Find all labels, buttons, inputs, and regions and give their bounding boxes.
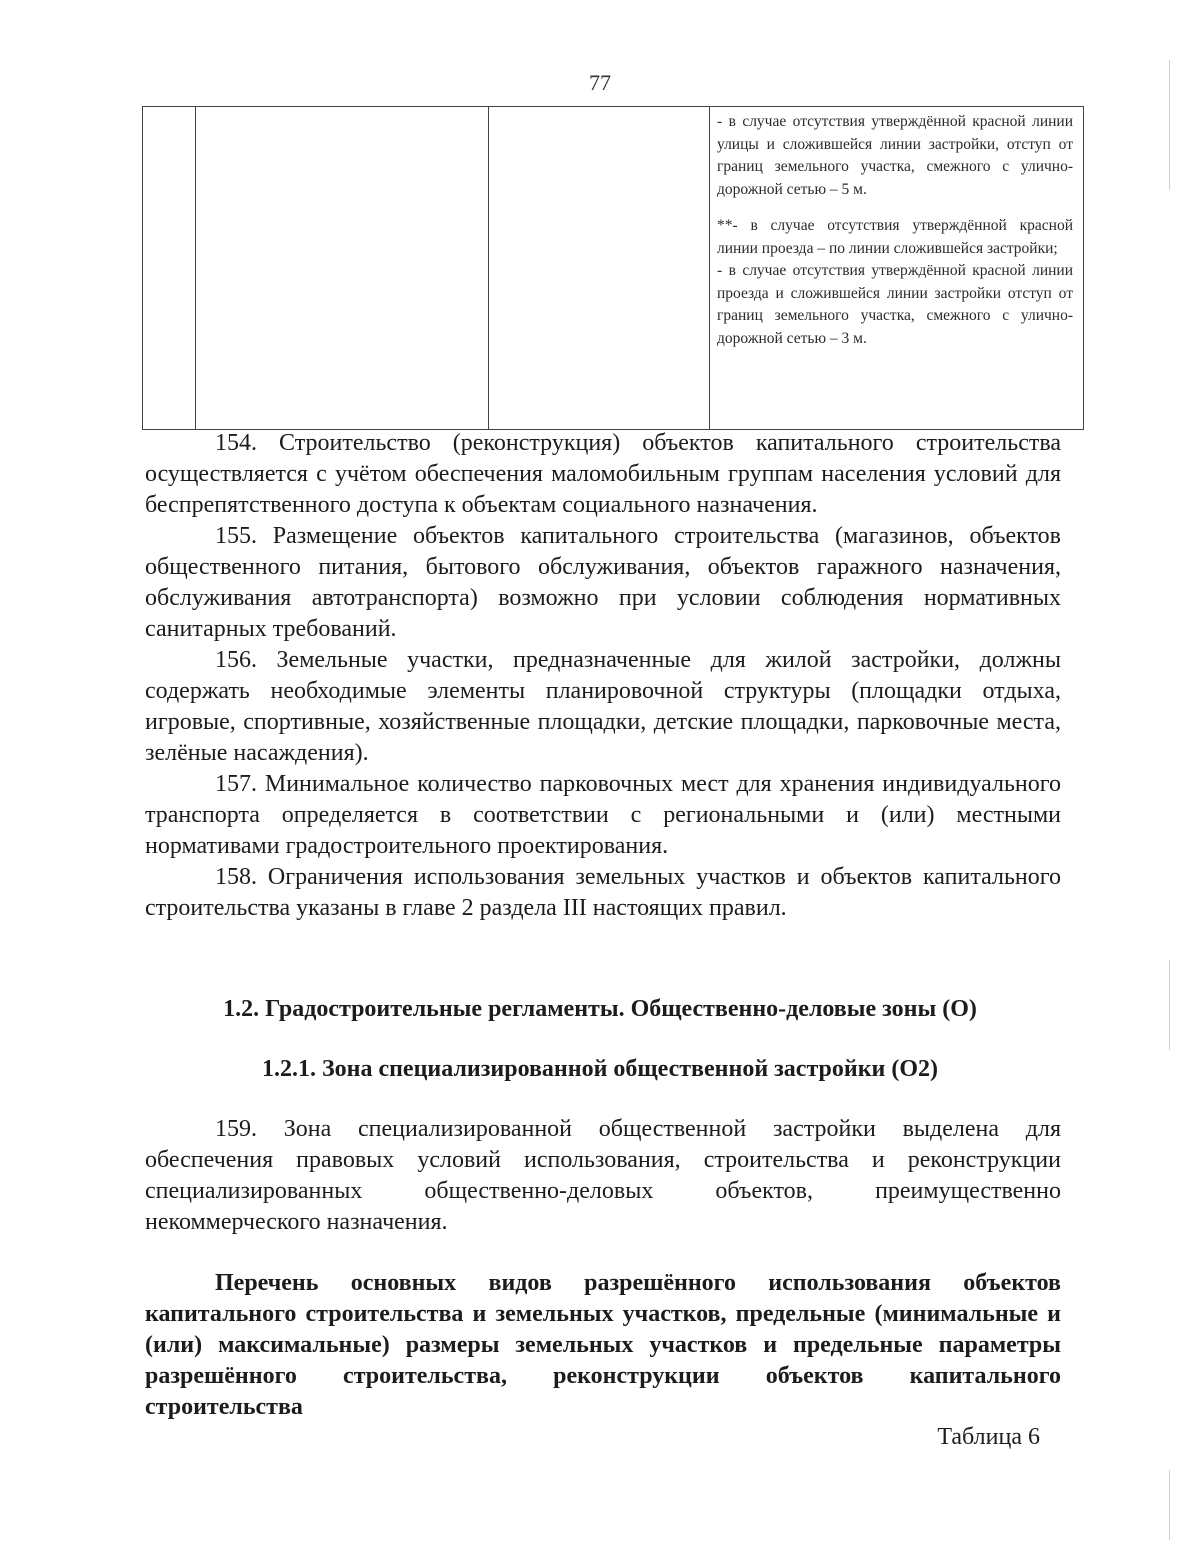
table-label: Таблица 6 xyxy=(937,1424,1040,1450)
paragraph-156: 156. Земельные участки, предназначенные для жилой застройки, должны содержать необходимые элементы планировочной структуры (площадки отдыха, игровые, спортивные, хозяйственные площадки, детские площадки, парковочные места, зелёные насаждения). xyxy=(145,647,1061,766)
scan-edge-mark xyxy=(1169,960,1170,1050)
table-cell-paragraph: - в случае отсутствия утверждённой красной линии улицы и сложившейся линии застройки, отступ от границ земельного участка, смежного с улично-дорожной сетью – 5 м. xyxy=(717,113,1073,198)
paragraph-159-block xyxy=(145,1114,1061,1238)
paragraph-159: 159. Зона специализированной общественной застройки выделена для обеспечения правовых условий использования, строительства и реконструкции специализированных общественно-деловых объектов, преимущественно некоммерческого назначения. xyxy=(145,1116,1061,1235)
table-cell-paragraph: - в случае отсутствия утверждённой красной линии проезда и сложившейся линии застройки отступ от границ земельного участка, смежного с улично-дорожной сетью – 3 м. xyxy=(717,262,1073,347)
table-cell-paragraph: **- в случае отсутствия утверждённой красной линии проезда – по линии сложившейся застройки; xyxy=(717,217,1073,257)
paragraph-155: 155. Размещение объектов капитального строительства (магазинов, объектов общественного питания, бытового обслуживания, объектов гаражного назначения, обслуживания автотранспорта) возможно при условии соблюдения нормативных санитарных требований. xyxy=(145,523,1061,642)
scan-edge-mark xyxy=(1169,60,1170,190)
table-column-divider xyxy=(195,107,196,429)
subsection-heading: 1.2.1. Зона специализированной общественной застройки (О2) xyxy=(261,1056,939,1082)
table-column-divider xyxy=(709,107,710,429)
section-heading: 1.2. Градостроительные регламенты. Общественно-деловые зоны (О) xyxy=(223,996,977,1022)
paragraph-158: 158. Ограничения использования земельных участков и объектов капитального строительства указаны в главе 2 раздела III настоящих правил. xyxy=(145,864,1061,921)
paragraph-154: 154. Строительство (реконструкция) объектов капитального строительства осуществляется с учётом обеспечения маломобильным группам населения условий для беспрепятственного доступа к объектам социального назначения. xyxy=(145,430,1061,518)
scan-edge-mark xyxy=(1169,1470,1170,1540)
body-paragraphs xyxy=(145,428,1061,924)
continuation-table xyxy=(142,106,1084,430)
list-title: Перечень основных видов разрешённого использования объектов капитального строительства и земельных участков, предельные (минимальные и (или) максимальные) размеры земельных участков и предельные параметры разрешённого строительства, реконструкции объектов капитального строительства xyxy=(145,1270,1061,1420)
table-column-divider xyxy=(488,107,489,429)
table-cell-text xyxy=(717,111,1073,350)
page-number: 77 xyxy=(589,70,611,95)
paragraph-157: 157. Минимальное количество парковочных мест для хранения индивидуального транспорта определяется в соответствии с региональными и (или) местными нормативами градостроительного проектирования. xyxy=(145,771,1061,859)
